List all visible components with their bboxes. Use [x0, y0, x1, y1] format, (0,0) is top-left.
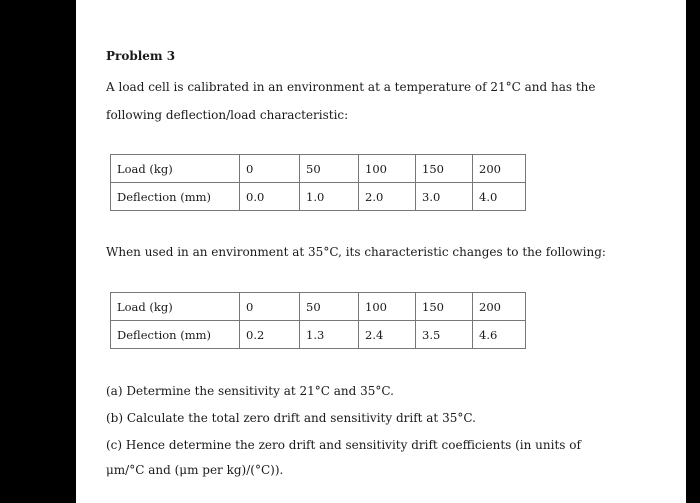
table-cell: 100: [359, 293, 416, 321]
question-c-line-2: μm/°C and (μm per kg)/(°C)).: [106, 463, 284, 477]
table-cell: 0: [240, 293, 300, 321]
table-cell: 4.0: [473, 183, 526, 211]
calibration-table-35c: [110, 292, 526, 349]
row-label-deflection: Deflection (mm): [111, 321, 240, 349]
table-cell: 4.6: [473, 321, 526, 349]
intro-text-line-2: following deflection/load characteristic:: [106, 108, 349, 122]
document-page: [76, 0, 686, 503]
table-cell: 1.3: [300, 321, 359, 349]
table-row: [111, 183, 526, 211]
table-row: [111, 155, 526, 183]
table-cell: 50: [300, 293, 359, 321]
table-cell: 2.4: [359, 321, 416, 349]
table-cell: 3.5: [416, 321, 473, 349]
table-cell: 150: [416, 293, 473, 321]
table-cell: 200: [473, 293, 526, 321]
table-cell: 0: [240, 155, 300, 183]
question-c-line-1: (c) Hence determine the zero drift and sensitivity drift coefficients (in units of: [106, 438, 581, 452]
row-label-load: Load (kg): [111, 155, 240, 183]
table-cell: 100: [359, 155, 416, 183]
environment-change-text: When used in an environment at 35°C, its characteristic changes to the following:: [106, 245, 606, 259]
table-cell: 3.0: [416, 183, 473, 211]
row-label-deflection: Deflection (mm): [111, 183, 240, 211]
table-cell: 200: [473, 155, 526, 183]
table-row: [111, 321, 526, 349]
table-cell: 1.0: [300, 183, 359, 211]
row-label-load: Load (kg): [111, 293, 240, 321]
calibration-table-21c: [110, 154, 526, 211]
question-b: (b) Calculate the total zero drift and sensitivity drift at 35°C.: [106, 411, 476, 425]
table-row: [111, 293, 526, 321]
table-cell: 0.0: [240, 183, 300, 211]
intro-text-line-1: A load cell is calibrated in an environment at a temperature of 21°C and has the: [106, 80, 596, 94]
table-cell: 0.2: [240, 321, 300, 349]
table-cell: 150: [416, 155, 473, 183]
question-a: (a) Determine the sensitivity at 21°C and 35°C.: [106, 384, 394, 398]
table-cell: 2.0: [359, 183, 416, 211]
table-cell: 50: [300, 155, 359, 183]
problem-title: Problem 3: [106, 49, 176, 63]
